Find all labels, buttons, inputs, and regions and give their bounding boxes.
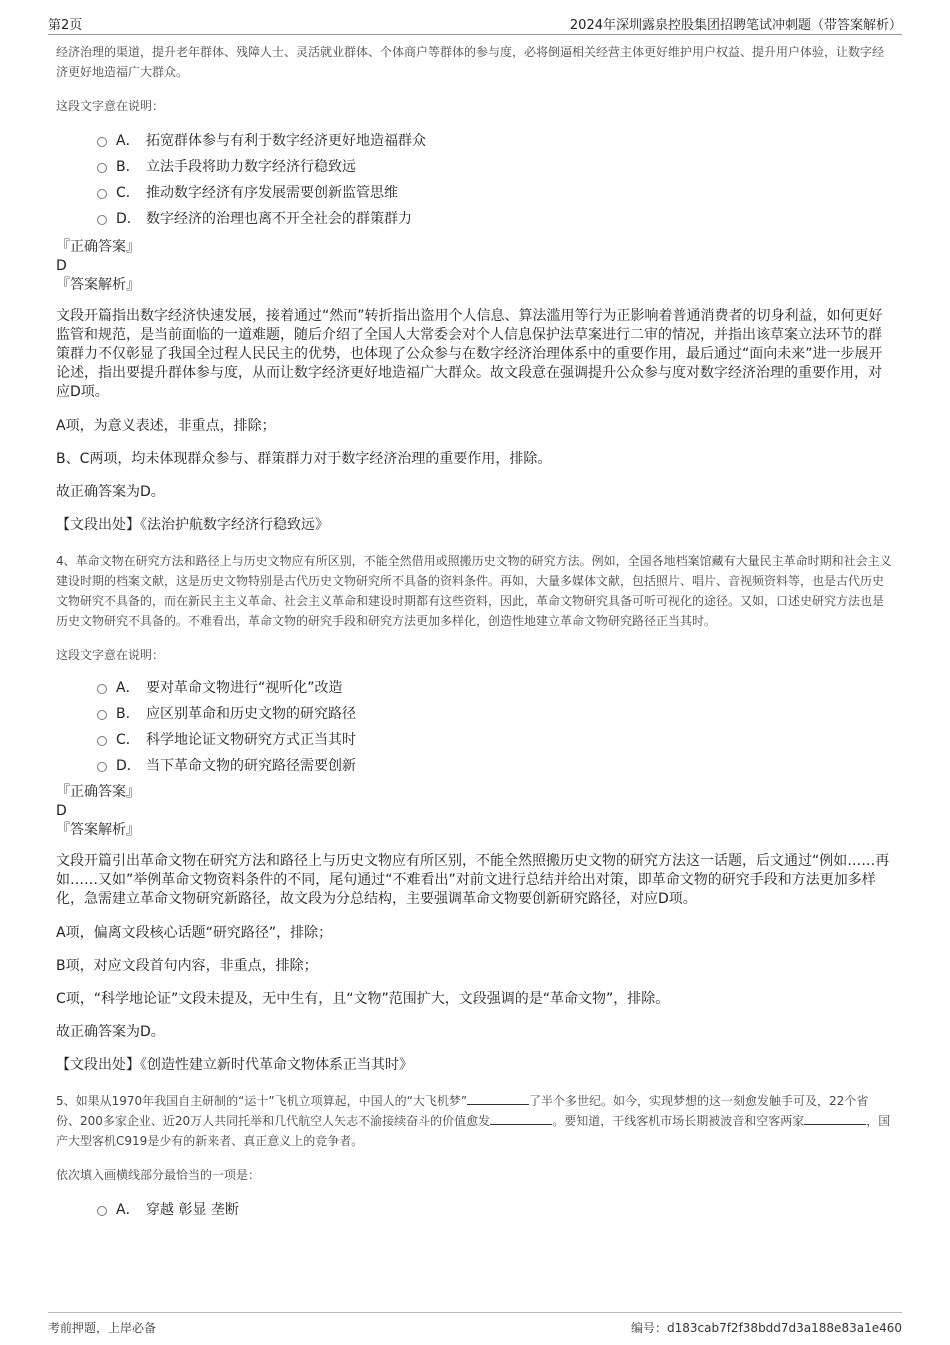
q3-source: 【文段出处】《法治护航数字经济行稳致远》: [56, 517, 329, 533]
option-text: 科学地论证文物研究方式正当其时: [146, 732, 356, 748]
q4-note: 故正确答案为D。: [56, 1024, 165, 1040]
q4-option-d[interactable]: [56, 753, 892, 779]
q3-option-b[interactable]: [56, 154, 892, 180]
q4-analysis-label: 『答案解析』: [56, 822, 140, 838]
q4-answer-label: 『正确答案』: [56, 784, 140, 800]
option-letter: C．: [116, 185, 140, 201]
q4-note: B项，对应文段首句内容，非重点，排除；: [56, 958, 318, 974]
q5-text-segment: 。要知道，干线客机市场长期被波音和空客两家: [552, 1114, 805, 1128]
q3-analysis-label: 『答案解析』: [56, 277, 140, 293]
q5-prompt: 依次填入画横线部分最恰当的一项是：: [56, 1168, 261, 1182]
option-letter: B．: [116, 159, 140, 175]
option-letter: C．: [116, 732, 140, 748]
q3-passage: 经济治理的渠道，提升老年群体、残障人士、灵活就业群体、个体商户等群体的参与度，必将倒逼相关经营主体更好维护用户权益、提升用户体验，让数字经济更好地造福广大群众。: [56, 45, 885, 79]
option-letter: A．: [116, 133, 140, 149]
radio-icon[interactable]: [97, 1206, 107, 1216]
q4-note: A项，偏离文段核心话题“研究路径”，排除；: [56, 925, 333, 941]
q4-prompt: 这段文字意在说明：: [56, 648, 165, 662]
page-header: [48, 10, 902, 35]
q4-option-b[interactable]: [56, 701, 892, 727]
option-letter: B．: [116, 706, 140, 722]
document-code: 编号：d183cab7f2f38bdd7d3a188e83a1e460: [630, 1321, 902, 1335]
radio-icon[interactable]: [97, 189, 107, 199]
radio-icon[interactable]: [97, 137, 107, 147]
q5-text-segment: 5、如果从1970年我国自主研制的“运十”飞机立项算起，中国人的“大飞机梦”: [56, 1094, 468, 1108]
fill-blank: [804, 1112, 866, 1125]
option-text: 当下革命文物的研究路径需要创新: [146, 758, 356, 774]
q3-option-a[interactable]: [56, 128, 892, 154]
q3-option-d[interactable]: [56, 206, 892, 232]
option-text: 立法手段将助力数字经济行稳致远: [146, 159, 356, 175]
q3-answer: D: [56, 258, 67, 274]
option-text: 拓宽群体参与有利于数字经济更好地造福群众: [146, 133, 426, 149]
q3-note: B、C两项，均未体现群众参与、群策群力对于数字经济治理的重要作用，排除。: [56, 451, 552, 467]
q3-note: 故正确答案为D。: [56, 484, 165, 500]
option-letter: A．: [116, 680, 140, 696]
option-letter: D．: [116, 211, 141, 227]
q5-text-segment: 了半个多世纪。如今，实现梦想的这一刻愈发触手可及，22个省份、200多家企业、近20万人共同托举和几代航空人矢志不渝接续奋斗的价值愈发: [56, 1094, 869, 1128]
fill-blank: [467, 1092, 529, 1105]
page-number: 第2页: [48, 18, 83, 33]
q3-answer-label: 『正确答案』: [56, 239, 140, 255]
q4-analysis: 文段开篇引出革命文物在研究方法和路径上与历史文物应有所区别，不能全然照搬历史文物的研究方法这一话题，后文通过“例如……再如……又如”举例革命文物资料条件的不同，尾句通过“不难看出”对前文进行总结并给出对策，即革命文物的研究手段和方法更加多样化，急需建立革命文物研究新路径，故文段为分总结构，主要强调革命文物要创新研究路径，对应D项。: [56, 853, 890, 907]
option-text: 数字经济的治理也离不开全社会的群策群力: [146, 211, 412, 227]
footer-slogan: 考前押题，上岸必备: [48, 1321, 157, 1335]
q4-option-a[interactable]: [56, 675, 892, 701]
q4-option-c[interactable]: [56, 727, 892, 753]
option-text: 要对革命文物进行“视听化”改造: [146, 680, 343, 696]
radio-icon[interactable]: [97, 710, 107, 720]
q5-options: [56, 1197, 892, 1223]
q3-prompt: 这段文字意在说明：: [56, 99, 165, 113]
q3-options: [56, 128, 892, 232]
q3-note: A项，为意义表述，非重点，排除；: [56, 418, 276, 434]
option-text: 应区别革命和历史文物的研究路径: [146, 706, 356, 722]
radio-icon[interactable]: [97, 736, 107, 746]
radio-icon[interactable]: [97, 684, 107, 694]
fill-blank: [490, 1112, 552, 1125]
q5-passage: [56, 1091, 892, 1151]
q5-option-a[interactable]: [56, 1197, 892, 1223]
q4-source: 【文段出处】《创造性建立新时代革命文物体系正当其时》: [56, 1057, 413, 1073]
radio-icon[interactable]: [97, 215, 107, 225]
q5-text-segment: ，国产大型客机C919是少有的新来者、真正意义上的竞争者。: [56, 1114, 891, 1148]
q3-option-c[interactable]: [56, 180, 892, 206]
q3-analysis: 文段开篇指出数字经济快速发展，接着通过“然而”转折指出盗用个人信息、算法滥用等行为正影响着普通消费者的切身利益，如何更好监管和规范，是当前面临的一道难题，随后介绍了全国人大常委会对个人信息保护法草案进行二审的情况，并指出该草案立法环节的群策群力不仅彰显了我国全过程人民民主的优势，也体现了公众参与在数字经济治理体系中的重要作用，最后通过“面向未来”进一步展开论述，指出要提升群体参与度，从而让数字经济更好地造福广大群众。故文段意在强调提升公众参与度对数字经济治理的重要作用，对应D项。: [56, 308, 883, 400]
q4-note: C项，“科学地论证”文段未提及，无中生有，且“文物”范围扩大，文段强调的是“革命文物”，排除。: [56, 991, 670, 1007]
option-letter: A．: [116, 1202, 140, 1218]
page-content: [56, 40, 892, 1223]
q4-passage: 4、革命文物在研究方法和路径上与历史文物应有所区别，不能全然借用或照搬历史文物的研究方法。例如，全国各地档案馆藏有大量民主革命时期和社会主义建设时期的档案文献，这是历史文物特别是古代历史文物研究所不具备的资料条件。再如，大量多媒体文献，包括照片、唱片、音视频资料等，也是古代历史文物研究不具备的，而在新民主主义革命、社会主义革命和建设时期都有这些资料，因此，革命文物研究具备可听可视化的途径。又如，口述史研究方法也是历史文物研究不具备的。不难看出，革命文物的研究手段和研究方法更加多样化，创造性地建立革命文物研究路径正当其时。: [56, 554, 892, 628]
page-footer: [48, 1312, 902, 1339]
option-text: 推动数字经济有序发展需要创新监管思维: [146, 185, 398, 201]
document-title: 2024年深圳露泉控股集团招聘笔试冲刺题（带答案解析）: [569, 18, 902, 33]
q4-answer: D: [56, 803, 67, 819]
option-letter: D．: [116, 758, 141, 774]
radio-icon[interactable]: [97, 163, 107, 173]
q4-options: [56, 675, 892, 779]
radio-icon[interactable]: [97, 762, 107, 772]
option-text: 穿越 彰显 垄断: [146, 1202, 239, 1218]
